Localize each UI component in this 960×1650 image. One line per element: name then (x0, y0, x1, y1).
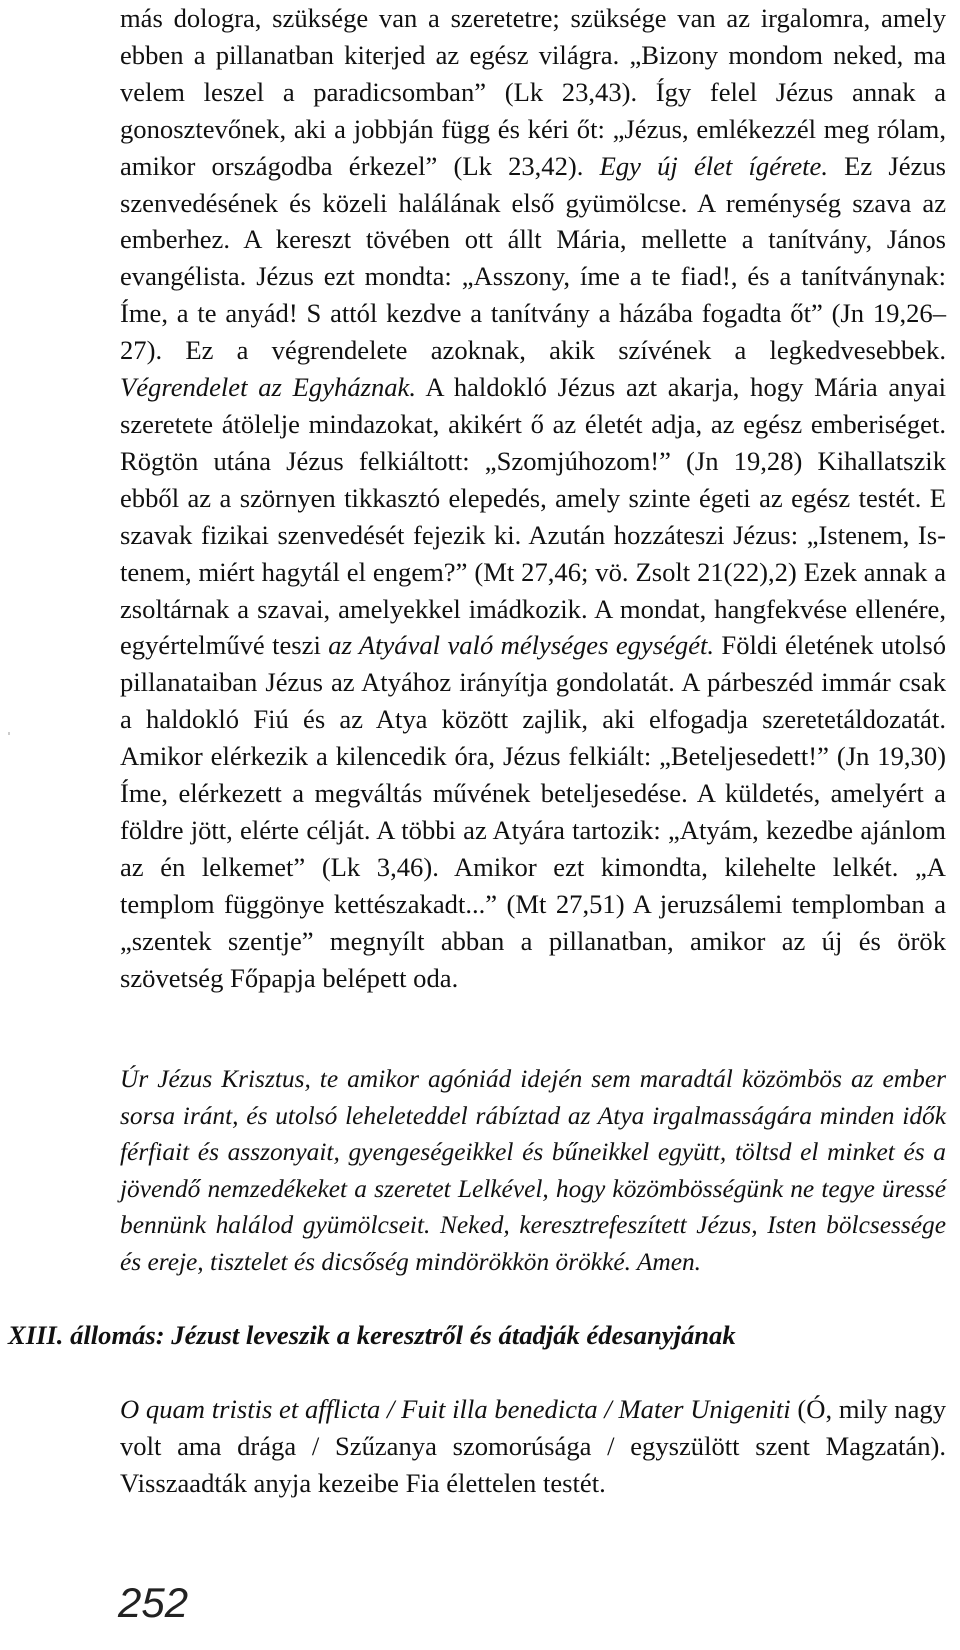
prayer-paragraph: Úr Jézus Krisztus, te amikor agóniád idején sem maradtál közömbös az ember sorsa iránt, és utolsó leheleteddel rábíztad az Atya irgalmasságára minden idők férfiait és asszonyait, gyengeségeikkel és bűneikkel együtt, töltsd el minket és a jövendő nemzedékeket a szeretet Lelkével, hogy közömbösségünk ne tegye üressé bennünk halálod gyümölcseit. Neked, keresztrefeszített Jézus, Isten bölcsessége és ereje, tisztelet és dicsőség mindörökkön örökké. Amen. (120, 1065, 946, 1276)
body-text-part-2: Ez Jézus szenvedésének és közeli halálának első gyümölcse. A reménység szava az emberhez. A kereszt tövében ott állt Mária, mellette a tanítvány, János evangélista. Jézus ezt mondta: „Asszony, íme a te fiad!, és a tanítványnak: Íme, a te anyád! S attól kezdve a tanítvány a házába fogadta őt” (Jn 19,26–27). Ez a végrendelete azoknak, akik szívének a legkedvesebbek. (120, 150, 946, 366)
hymn-translation-text: (Ó, mily nagy volt ama drága / Szűzanya szomorúsága / egyszülött szent Magzatán). Visszaadták anyja kezeibe Fia élettelen testét. (120, 1394, 946, 1498)
italic-phrase-promise: Egy új élet ígérete. (599, 150, 828, 181)
latin-hymn-verse: O quam tristis et afflicta / Fuit illa benedicta / Mater Unigeniti (120, 1394, 791, 1424)
page-number: 252 (118, 1579, 189, 1626)
italic-phrase-unity: az Atyával való mélységes egységét. (328, 630, 715, 661)
body-text-part-1: más dologra, szüksége van a szeretetre; szüksége van az irgalomra, amely ebben a pillanatban kiterjed az egész világra. „Bizony mondom neked, ma velem leszel a paradicsomban” (Lk 23,43). Így felel Jézus annak a gonosztevőnek, aki a jobbján függ és kéri őt: „Jézus, emlékezzél meg rólam, amikor országodba érkezel” (Lk 23,42). (120, 3, 946, 181)
body-text-part-4: Földi életének utolsó pillanataiban Jézus az Atyához irányítja gondolatát. A párbeszéd immár csak a haldokló Fiú és az Atya között zajlik, aki elfogadja szeretetáldozatát. Amikor elérkezik a kilencedik óra, Jézus felkiált: „Beteljesedett!” (Jn 19,30) Íme, elérkezett a megváltás művének beteljesedése. A küldetés, amelyért a földre jött, elérte célját. A többi az Atyára tartozik: „Atyám, kezedbe ajánlom az én lelkemet” (Lk 3,46). Amikor ezt kimondta, kilehelte lelkét. „A templom függönye kettészakadt...” (Mt 27,51) A jeruzsálemi templomban a „szentek szentje” megnyílt abban a pillanatban, amikor az új és örök szövetség Főpapja belépett oda. (120, 630, 946, 993)
station-heading: XIII. állomás: Jézust leveszik a keresztről és átadják édesanyjának (8, 1320, 736, 1350)
body-text-part-3: A haldokló Jézus azt akarja, hogy Mária anyai szeretete átölelje mindazokat, akikért ő az életét adja, az egész emberiséget. Rögtön utána Jézus felkiáltott: „Szomjúhozom!” (Jn 19,28) Kihallatszik ebből az a szörnyen tikkasztó elepedés, amely szinte égeti az egész testét. E szavak fizikai szenvedését fejezik ki. Azután hozzáteszi Jézus: „Istenem, Istenem, miért hagytál el engem?” (Mt 27,46; vö. Zsolt 21(22),2) Ezek annak a zsoltárnak a szavai, amelyekkel imádkozik. A mondat, hangfekvése ellenére, egyértelművé teszi (120, 372, 946, 661)
hymn-paragraph (120, 1391, 946, 1502)
italic-phrase-testament: Végrendelet az Egyháznak. (120, 372, 417, 403)
scan-speck (8, 732, 10, 735)
main-paragraph (120, 0, 946, 996)
